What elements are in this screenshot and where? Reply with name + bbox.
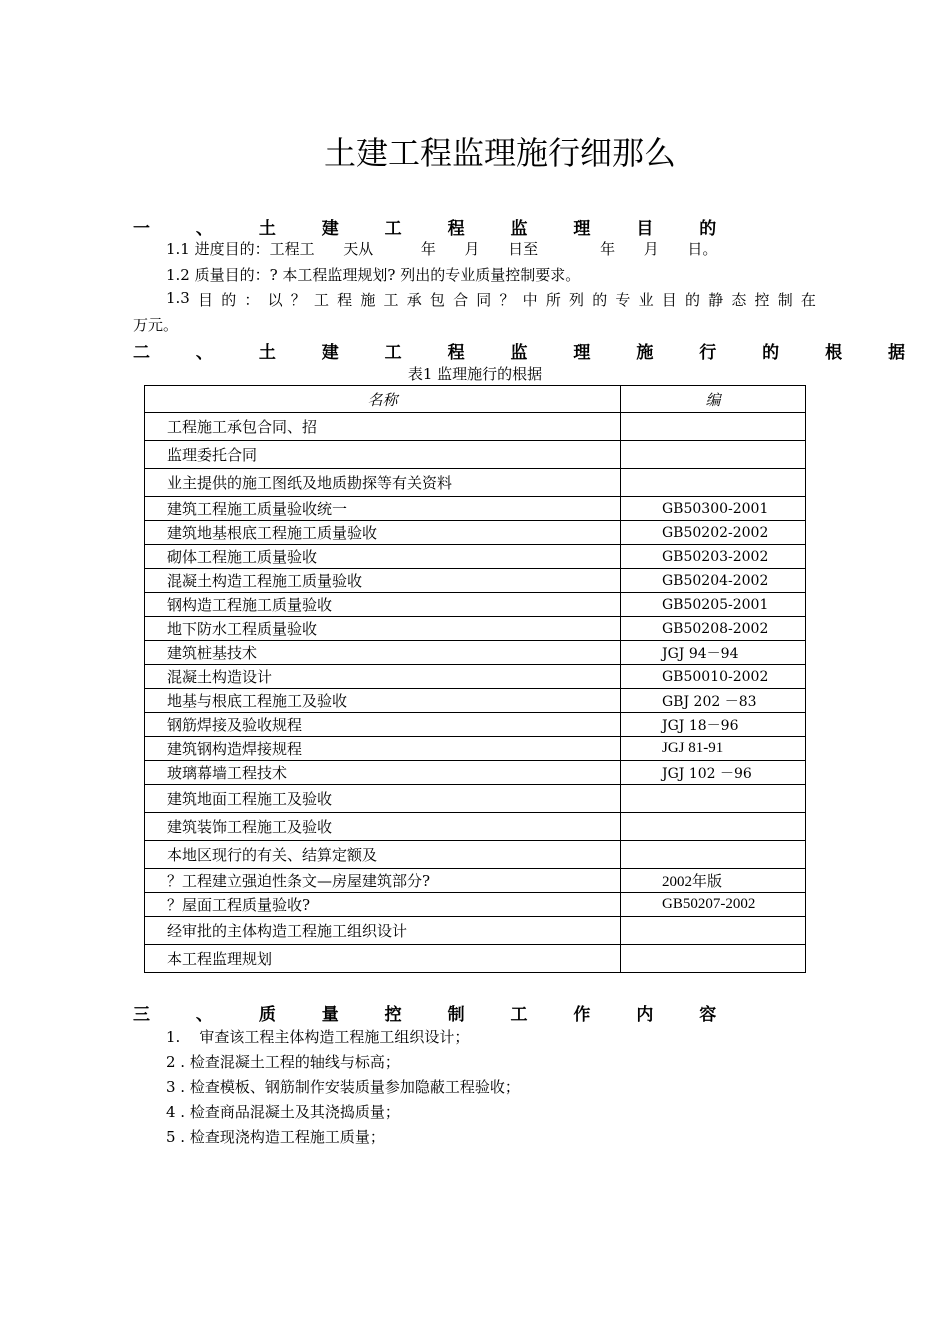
table-row (145, 497, 806, 521)
table-row (145, 869, 806, 893)
goal-cost-char: 的 (684, 291, 700, 309)
table-cell-name: 监理委托合同 (145, 441, 621, 469)
goal-cost-char: 制 (777, 291, 793, 309)
table-cell-code: JGJ 102 －96 (621, 761, 806, 785)
table-cell-name: ？屋面工程质量验收? (145, 893, 621, 917)
table-row (145, 545, 806, 569)
goal-cost-char: 施 (360, 291, 376, 309)
table-row (145, 521, 806, 545)
table-cell-code: 2002年版 (621, 869, 806, 893)
table-cell-name: 建筑地基根底工程施工质量验收 (145, 521, 621, 545)
table-cell-code (621, 841, 806, 869)
table-cell-code: JGJ 81-91 (621, 737, 806, 761)
table-cell-code (621, 413, 806, 441)
goal-cost-char: 态 (731, 291, 747, 309)
goal-schedule: 1.1 进度目的：工程工 天从 年 月 日至 年 月 日。 (166, 240, 718, 258)
goal-cost-char: 承 (406, 291, 422, 309)
basis-table (144, 385, 806, 973)
table-row (145, 413, 806, 441)
table-cell-name: 建筑钢构造焊接规程 (145, 737, 621, 761)
list-item: 3 . 检查模板、钢筋制作安装质量参加隐蔽工程验收； (166, 1078, 520, 1096)
list-item: 4 . 检查商品混凝土及其浇捣质量； (166, 1103, 400, 1121)
goal-cost-char: 控 (754, 291, 770, 309)
table-row (145, 713, 806, 737)
table-cell-name: 地下防水工程质量验收 (145, 617, 621, 641)
goal-cost-char: 目 (198, 291, 214, 309)
goal-quality: 1.2 质量目的：? 本工程监理规划? 列出的专业质量控制要求。 (166, 266, 581, 284)
table-cell-code (621, 945, 806, 973)
table-cell-code: GB50203-2002 (621, 545, 806, 569)
table-row (145, 785, 806, 813)
goal-cost-char: 中 (522, 291, 538, 309)
goal-cost-char: ？ (499, 291, 515, 309)
goal-cost-char: 在 (800, 291, 816, 309)
list-item: 5 . 检查现浇构造工程施工质量； (166, 1128, 385, 1146)
table-row (145, 617, 806, 641)
column-header-name: 名称 (145, 386, 621, 413)
goal-cost-char: 的 (592, 291, 608, 309)
table-cell-code (621, 917, 806, 945)
column-header-code: 编 (621, 386, 806, 413)
goal-cost-char: 所 (545, 291, 561, 309)
table-cell-code: GB50202-2002 (621, 521, 806, 545)
list-item: 1. 审查该工程主体构造工程施工组织设计； (166, 1028, 470, 1046)
list-item: 2 . 检查混凝土工程的轴线与标高； (166, 1053, 400, 1071)
table-row (145, 813, 806, 841)
table-row (145, 641, 806, 665)
table-cell-name: 混凝土构造工程施工质量验收 (145, 569, 621, 593)
goal-cost-char: 程 (337, 291, 353, 309)
table-cell-name: 业主提供的施工图纸及地质勘探等有关资料 (145, 469, 621, 497)
goal-cost-char: 列 (569, 291, 585, 309)
table-row (145, 665, 806, 689)
goal-cost-char: 目 (661, 291, 677, 309)
table-cell-code: GBJ 202 －83 (621, 689, 806, 713)
table-cell-code: GB50204-2002 (621, 569, 806, 593)
goal-cost-char: 工 (383, 291, 399, 309)
table-row (145, 893, 806, 917)
goal-cost-char: 以 (267, 291, 283, 309)
table-cell-code: JGJ 18－96 (621, 713, 806, 737)
table-cell-code: GB50207-2002 (621, 893, 806, 917)
table-cell-name: 砌体工程施工质量验收 (145, 545, 621, 569)
goal-cost-char: 静 (708, 291, 724, 309)
goal-cost-char: ： (244, 291, 260, 309)
table-caption: 表1 监理施行的根据 (407, 365, 543, 383)
table-cell-name: 建筑装饰工程施工及验收 (145, 813, 621, 841)
table-cell-name: 玻璃幕墙工程技术 (145, 761, 621, 785)
table-cell-code: GB50208-2002 (621, 617, 806, 641)
table-cell-code (621, 469, 806, 497)
table-cell-name: ？工程建立强迫性条文—房屋建筑部分? (145, 869, 621, 893)
goal-cost (166, 289, 816, 310)
table-cell-code (621, 813, 806, 841)
table-row (145, 917, 806, 945)
goal-cost-continued: 万元。 (133, 316, 179, 334)
table-row (145, 737, 806, 761)
section-heading-3: 三 、 质 量 控 制 工 作 内 容 (133, 1005, 737, 1025)
goal-cost-char: 业 (638, 291, 654, 309)
table-row (145, 841, 806, 869)
goal-cost-char: ？ (290, 291, 306, 309)
section-heading-1: 一 、 土 建 工 程 监 理 目 的 (133, 219, 737, 239)
table-row (145, 689, 806, 713)
table-cell-name: 建筑工程施工质量验收统一 (145, 497, 621, 521)
goal-cost-char: 1.3 (166, 289, 190, 307)
table-cell-code: GB50205-2001 (621, 593, 806, 617)
table-cell-code (621, 441, 806, 469)
table-cell-name: 经审批的主体构造工程施工组织设计 (145, 917, 621, 945)
page-title: 土建工程监理施行细那么 (323, 134, 676, 172)
goal-cost-char: 同 (476, 291, 492, 309)
table-cell-name: 钢构造工程施工质量验收 (145, 593, 621, 617)
table-cell-name: 混凝土构造设计 (145, 665, 621, 689)
table-cell-name: 工程施工承包合同、招 (145, 413, 621, 441)
table-cell-name: 建筑地面工程施工及验收 (145, 785, 621, 813)
table-row (145, 945, 806, 973)
table-cell-code: GB50300-2001 (621, 497, 806, 521)
table-cell-name: 本工程监理规划 (145, 945, 621, 973)
table-row (145, 761, 806, 785)
goal-cost-char: 工 (313, 291, 329, 309)
table-cell-code: GB50010-2002 (621, 665, 806, 689)
table-row (145, 469, 806, 497)
table-cell-code: JGJ 94－94 (621, 641, 806, 665)
goal-cost-char: 合 (453, 291, 469, 309)
section-heading-2: 二 、 土 建 工 程 监 理 施 行 的 根 据 (133, 343, 926, 363)
table-row (145, 593, 806, 617)
table-row (145, 441, 806, 469)
table-cell-name: 地基与根底工程施工及验收 (145, 689, 621, 713)
table-cell-name: 本地区现行的有关、结算定额及 (145, 841, 621, 869)
table-row (145, 569, 806, 593)
table-cell-name: 建筑桩基技术 (145, 641, 621, 665)
table-cell-code (621, 785, 806, 813)
table-cell-name: 钢筋焊接及验收规程 (145, 713, 621, 737)
goal-cost-char: 包 (429, 291, 445, 309)
goal-cost-char: 的 (221, 291, 237, 309)
goal-cost-char: 专 (615, 291, 631, 309)
